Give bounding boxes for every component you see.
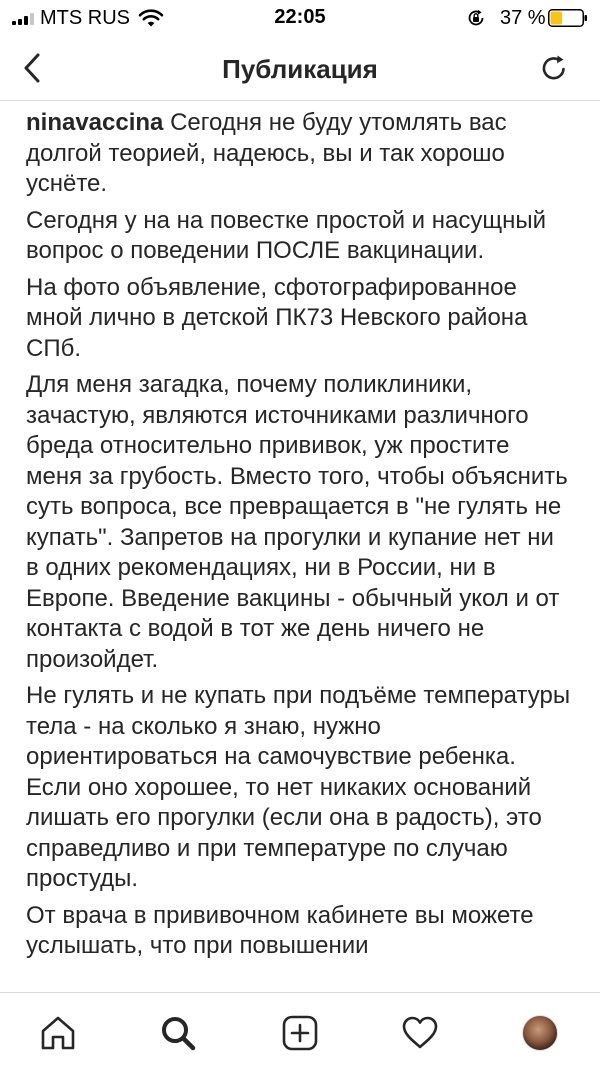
caption-paragraph	[26, 108, 572, 200]
nav-bar	[0, 36, 600, 101]
battery-icon	[548, 9, 588, 27]
tab-profile[interactable]	[518, 1011, 562, 1055]
caption-paragraph: Для меня загадка, почему поликлиники, зачастую, являются источниками различного бреда относительно прививок, уж простите меня за грубость. Вместо того, чтобы объяснить суть вопроса, все превращается в "не гулять не купать". Запретов на прогулки и купание нет ни в одних рекомендациях, ни в России, ни в Европе. Введение вакцины - обычный укол и от контакта с водой в тот же день ничего не произойдет.	[26, 371, 568, 673]
heart-icon	[400, 1013, 440, 1053]
rotation-lock-icon	[466, 8, 486, 28]
caption-paragraph: Сегодня у на на повестке простой и насущный вопрос о поведении ПОСЛЕ вакцинации.	[26, 206, 546, 264]
caption-paragraph: От врача в прививочном кабинете вы можете услышать, что при повышении	[26, 901, 534, 959]
tab-activity[interactable]	[398, 1011, 442, 1055]
tab-search[interactable]	[156, 1011, 200, 1055]
status-time: 22:05	[274, 6, 326, 28]
refresh-button[interactable]	[536, 50, 572, 86]
tab-bar	[0, 992, 600, 1067]
status-bar	[0, 0, 600, 36]
tab-home[interactable]	[36, 1011, 80, 1055]
caption-paragraph: На фото объявление, сфотографированное мной лично в детской ПК73 Невского района СПб.	[26, 273, 528, 362]
caption-text: Сегодня не буду утомлять вас долгой теорией, надеюсь, вы и так хорошо уснёте.	[26, 109, 507, 197]
post-caption	[0, 101, 600, 962]
post-content	[0, 101, 600, 992]
username-link[interactable]: ninavaccina	[26, 109, 164, 136]
add-post-icon	[280, 1013, 320, 1053]
caption-paragraph: Не гулять и не купать при подъёме температуры тела - на сколько я знаю, нужно ориентироваться на самочувствие ребенка. Если оно хорошее, то нет никаких оснований лишать его прогулки (если она в радость), это справедливо и при температуре по случаю простуды.	[26, 682, 571, 892]
avatar	[522, 1015, 558, 1051]
page-title: Публикация	[222, 54, 378, 84]
refresh-icon	[538, 52, 570, 84]
battery-percent: 37 %	[500, 7, 546, 29]
carrier-name: MTS RUS	[40, 7, 130, 29]
home-icon	[38, 1013, 78, 1053]
battery-fill	[551, 12, 563, 25]
search-icon	[158, 1013, 198, 1053]
tab-new-post[interactable]	[278, 1011, 322, 1055]
